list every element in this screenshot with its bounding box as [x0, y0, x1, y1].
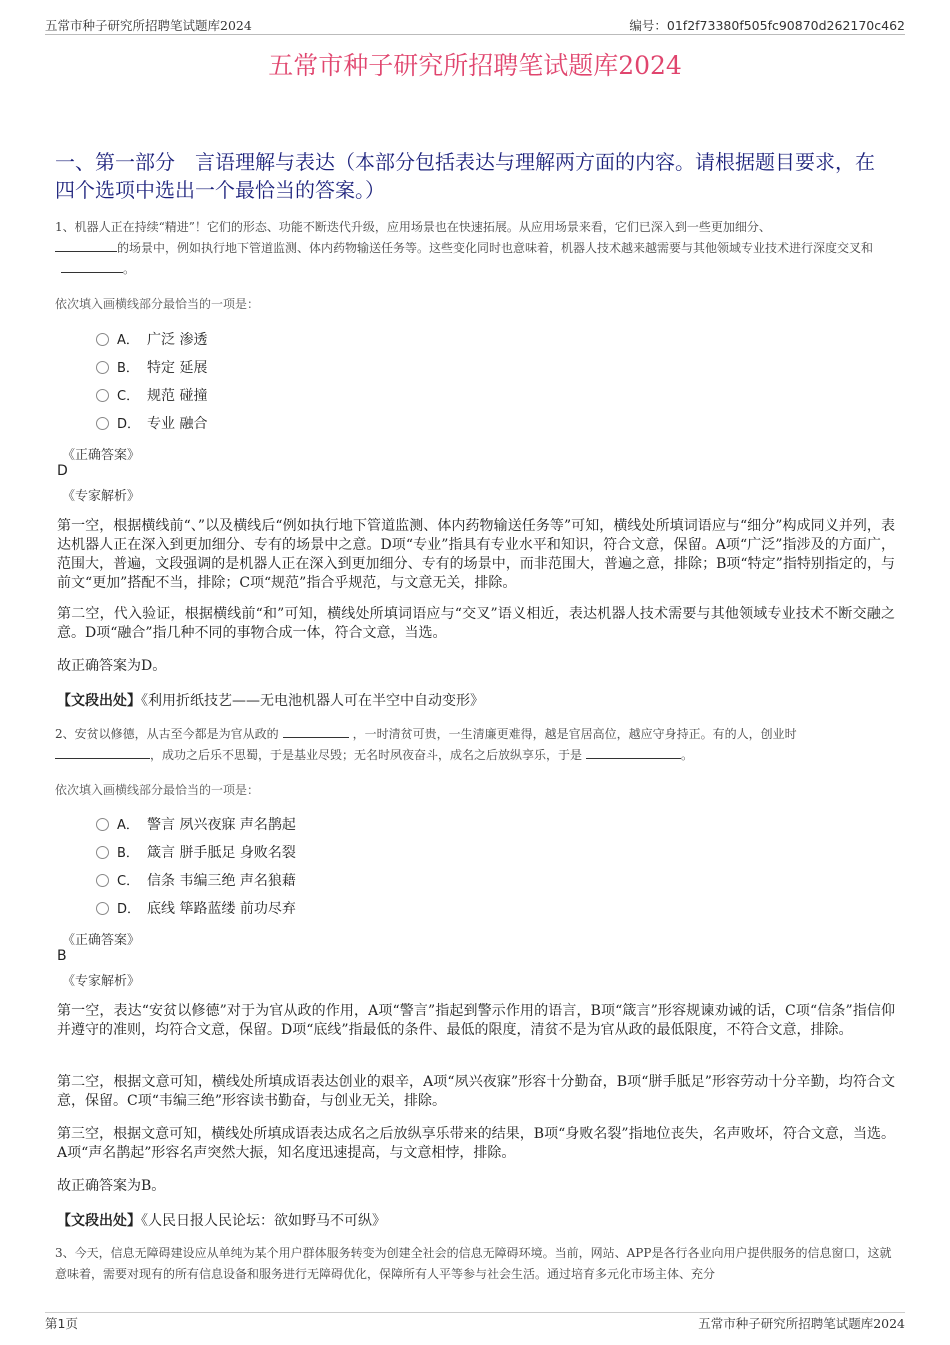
q1-answer-label: 《正确答案》: [62, 448, 141, 463]
q1-analysis-para-1: 第一空，根据横线前“、”以及横线后“例如执行地下管道监测、体内药物输送任务等”可知，横线处所填词语应与“细分”构成同义并列，表达机器人正在深入到更加细分、专有的场景中之意。D项“专业”指具有专业水平和知识，符合文意，保留。A项“广泛”指涉及的方面广，范围大，普遍，文段强调的是机器人正在深入到更加细分、专有的场景中，而非范围大，普遍之意，排除；B项“特定”指特别指定的，与前文“更加”搭配不当，排除；C项“规范”指合乎规范，与文意无关，排除。: [57, 518, 895, 591]
q2-analysis-para-1: 第一空，表达“安贫以修德”对于为官从政的作用，A项“警言”指起到警示作用的语言，B项“箴言”形容规谏劝诫的话，C项“信条”指信仰并遵守的准则，均符合文意，保留。D项“底线”指最低的条件、最低的限度，清贫不是为官从政的最低限度，不符合文意，排除。: [57, 1003, 895, 1038]
q1-blank-2: [61, 260, 123, 273]
q2-source-title: 《人民日报人民论坛：欲如野马不可纵》: [141, 1213, 386, 1229]
q2-answer: B: [57, 948, 67, 964]
radio-icon[interactable]: [96, 333, 109, 346]
q1-stem-part-a: 1、机器人正在持续“精进”！它们的形态、功能不断迭代升级，应用场景也在快速拓展。从应用场景来看，它们已深入到一些更加细分、: [55, 220, 771, 234]
q2-blank-1: [283, 725, 349, 738]
q1-option-a[interactable]: A． 广泛 渗透: [96, 330, 207, 350]
q2-analysis-label: 《专家解析》: [62, 974, 141, 989]
q2-blank-3: [586, 746, 681, 759]
question-2-stem: [55, 724, 895, 766]
radio-icon[interactable]: [96, 846, 109, 859]
q2-answer-label: 《正确答案》: [62, 933, 141, 948]
radio-icon[interactable]: [96, 417, 109, 430]
q1-stem-part-b: 的场景中，例如执行地下管道监测、体内药物输送任务等。这些变化同时也意味着，机器人技术越来越需要与其他领域专业技术进行深度交叉和: [117, 241, 874, 255]
q2-option-c[interactable]: C． 信条 韦编三绝 声名狼藉: [96, 871, 296, 891]
q2-source-label: 【文段出处】: [57, 1213, 141, 1229]
question-3-stem: 3、今天，信息无障碍建设应从单纯为某个用户群体服务转变为创建全社会的信息无障碍环境。当前，网站、APP是各行各业向用户提供服务的信息窗口，这就意味着，需要对现有的所有信息设备和服务进行无障碍优化，保障所有人平等参与社会生活。通过培育多元化市场主体、充分: [55, 1246, 892, 1281]
page-header: [45, 16, 905, 34]
radio-icon[interactable]: [96, 389, 109, 402]
q1-option-c[interactable]: C． 规范 碰撞: [96, 386, 207, 406]
q2-option-a[interactable]: A． 警言 夙兴夜寐 声名鹊起: [96, 815, 296, 835]
q2-analysis-conclusion: 故正确答案为B。: [57, 1178, 166, 1194]
radio-icon[interactable]: [96, 361, 109, 374]
footer-divider: [45, 1312, 905, 1313]
q2-option-b[interactable]: B． 箴言 胼手胝足 身败名裂: [96, 843, 296, 863]
q1-option-b[interactable]: B． 特定 延展: [96, 358, 207, 378]
page-number: 第1页: [45, 1316, 78, 1331]
q2-analysis-para-3: 第三空，根据文意可知，横线处所填成语表达成名之后放纵享乐带来的结果，B项“身败名裂”指地位丧失，名声败坏，符合文意，当选。A项“声名鹊起”形容名声突然大振，知名度迅速提高，与文意相悖，排除。: [57, 1126, 895, 1161]
q1-source-title: 《利用折纸技艺——无电池机器人可在半空中自动变形》: [141, 693, 484, 709]
radio-icon[interactable]: [96, 818, 109, 831]
q2-blank-2: [55, 746, 150, 759]
q1-blank-1: [55, 239, 117, 252]
q1-analysis-para-2: 第二空，代入验证，根据横线前“和”可知，横线处所填词语应与“交叉”语义相近，表达机器人技术需要与其他领域专业技术不断交融之意。D项“融合”指几种不同的事物合成一体，符合文意，当选。: [57, 606, 895, 641]
q1-prompt: 依次填入画横线部分最恰当的一项是：: [55, 297, 260, 311]
q2-source: [57, 1210, 386, 1230]
section-heading: 一、第一部分 言语理解与表达（本部分包括表达与理解两方面的内容。请根据题目要求，在四个选项中选出一个最恰当的答案。）: [55, 150, 875, 202]
radio-icon[interactable]: [96, 874, 109, 887]
q2-stem-part-c: ，成功之后乐不思蜀，于是基业尽毁；无名时夙夜奋斗，成名之后放纵享乐，于是: [150, 748, 583, 762]
q1-stem-part-c: 。: [123, 262, 136, 276]
q1-answer: D: [57, 463, 68, 479]
q2-stem-part-b: ，一时清贫可贵，一生清廉更难得，越是官居高位，越应守身持正。有的人，创业时: [352, 727, 797, 741]
q2-stem-part-a: 2、安贫以修德，从古至今都是为官从政的: [55, 727, 279, 741]
q2-stem-part-d: 。: [681, 748, 694, 762]
q2-prompt: 依次填入画横线部分最恰当的一项是：: [55, 783, 260, 797]
q1-analysis-label: 《专家解析》: [62, 489, 141, 504]
q1-source-label: 【文段出处】: [57, 693, 141, 709]
q2-option-d[interactable]: D． 底线 筚路蓝缕 前功尽弃: [96, 899, 296, 919]
radio-icon[interactable]: [96, 902, 109, 915]
q1-source: [57, 690, 484, 710]
header-doc-id: [629, 16, 905, 34]
q1-option-d[interactable]: D． 专业 融合: [96, 414, 207, 434]
header-doc-name: 五常市种子研究所招聘笔试题库2024: [45, 18, 252, 33]
footer-doc-name: 五常市种子研究所招聘笔试题库2024: [698, 1316, 905, 1331]
question-1-stem: [55, 217, 895, 280]
header-id-label: 编号：: [629, 18, 667, 33]
header-id-code: 01f2f73380f505fc90870d262170c462: [666, 18, 905, 33]
q2-analysis-para-2: 第二空，根据文意可知，横线处所填成语表达创业的艰辛，A项“夙兴夜寐”形容十分勤奋，B项“胼手胝足”形容劳动十分辛勤，均符合文意，保留。C项“韦编三绝”形容读书勤奋，与创业无关，排除。: [57, 1074, 895, 1109]
document-title: 五常市种子研究所招聘笔试题库2024: [268, 51, 682, 80]
header-divider: [45, 34, 905, 35]
q1-analysis-conclusion: 故正确答案为D。: [57, 658, 167, 674]
